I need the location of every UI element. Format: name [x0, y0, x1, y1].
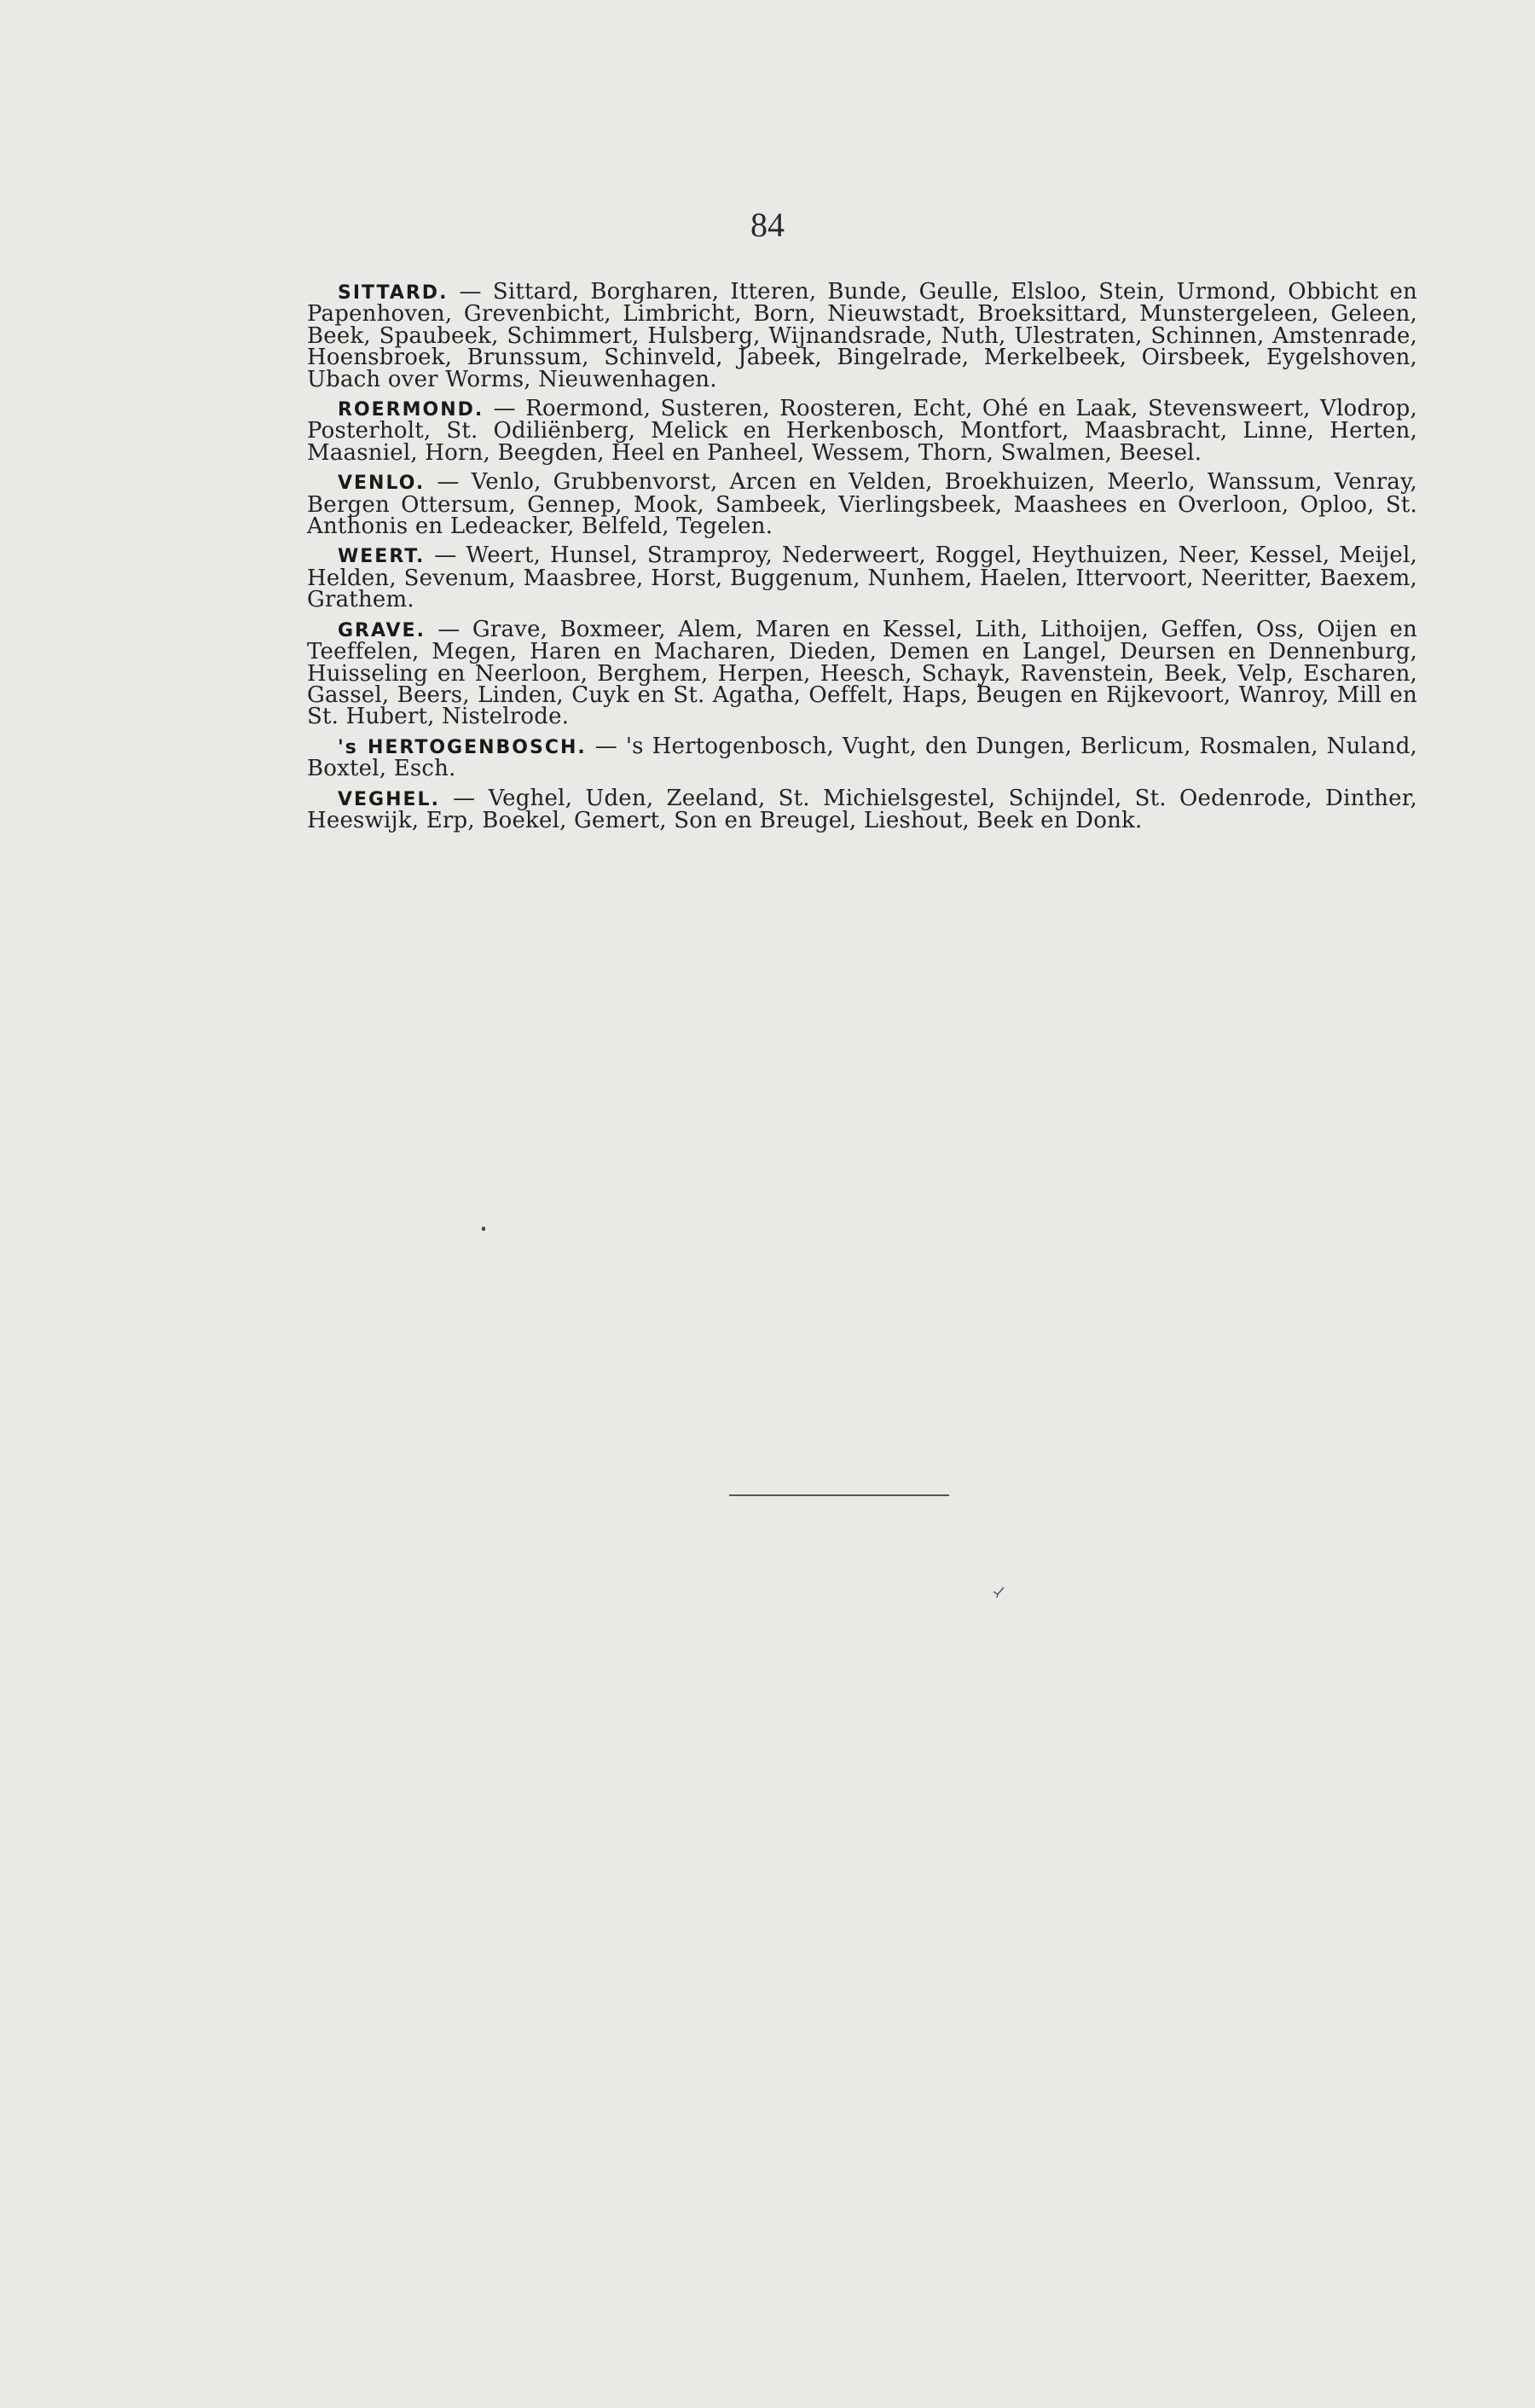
dash-separator: — [425, 616, 472, 642]
district-municipalities: Grave, Boxmeer, Alem, Maren en Kessel, Lith, Lithoijen, Geffen, Oss, Oijen en Teeffelen, Megen, Haren en Macharen, Dieden, Demen en Langel, Deursen en Dennenburg, Huisseling en Neerloon, Berghem, Herpen, Heesch, Schayk, Ravenstein, Beek, Velp, Escharen, Gassel, Beers, Linden, Cuyk en St. Agatha, Oeffelt, Haps, Beugen en Rijkevoort, Wanroy, Mill en St. Hubert, Nistelrode. [307, 616, 1417, 730]
dash-separator: — [586, 733, 626, 759]
district-entry-roermond [307, 398, 1417, 464]
district-entry-hertogenbosch [307, 733, 1418, 782]
district-name: SITTARD. [338, 282, 449, 304]
district-name: GRAVE. [338, 619, 426, 641]
dash-separator: — [439, 785, 489, 811]
district-municipalities: Sittard, Borgharen, Itteren, Bunde, Geulle, Elsloo, Stein, Urmond, Obbicht en Papenhoven, Grevenbicht, Limbricht, Born, Nieuwstadt, Broeksittard, Munstergeleen, Geleen, Beek, Spaubeek, Schimmert, Hulsberg, Wijnandsrade, Nuth, Ulestraten, Schinnen, Amstenrade, Hoensbroek, Brunssum, Schinveld, Jabeek, Bingelrade, Merkelbeek, Oirsbeek, Eygelshoven, Ubach over Worms, Nieuwenhagen. [307, 279, 1417, 392]
section-divider-rule [729, 1494, 949, 1496]
district-name: WEERT. [338, 546, 426, 568]
dash-separator: — [425, 469, 472, 496]
dash-separator: — [448, 279, 493, 305]
dash-separator: — [425, 543, 466, 569]
district-municipalities: Venlo, Grubbenvorst, Arcen en Velden, Broekhuizen, Meerlo, Wanssum, Venray, Bergen Ottersum, Gennep, Mook, Sambeek, Vierlingsbeek, Maashees en Overloon, Oploo, St. Anthonis en Ledeacker, Belfeld, Tegelen. [307, 469, 1417, 540]
district-name: 's HERTOGENBOSCH. [338, 736, 587, 758]
district-municipalities: Weert, Hunsel, Stramproy, Nederweert, Roggel, Heythuizen, Neer, Kessel, Meijel, Helden, Sevenum, Maasbree, Horst, Buggenum, Nunhem, Haelen, Ittervoort, Neeritter, Baexem, Grathem. [307, 543, 1417, 613]
district-municipalities: Roermond, Susteren, Roosteren, Echt, Ohé en Laak, Stevensweert, Vlodrop, Posterholt, St. Odiliënberg, Melick en Herkenbosch, Montfort, Maasbracht, Linne, Herten, Maasniel, Horn, Beegden, Heel en Panheel, Wessem, Thorn, Swalmen, Beesel. [307, 396, 1417, 466]
page-number: 84 [750, 206, 785, 244]
district-name: ROERMOND. [338, 399, 484, 421]
dash-separator: — [484, 396, 526, 422]
pencil-tick-mark-icon [993, 1587, 1005, 1599]
ink-speck [482, 1227, 485, 1231]
district-list [307, 281, 1417, 839]
district-entry-veghel [307, 785, 1417, 833]
district-entry-sittard [307, 281, 1417, 391]
district-name: VENLO. [338, 473, 426, 495]
district-entry-grave [307, 616, 1417, 730]
district-municipalities: Veghel, Uden, Zeeland, St. Michielsgestel, Schijndel, St. Oedenrode, Dinther, Heeswijk, Erp, Boekel, Gemert, Son en Breugel, Lieshout, Beek en Donk. [307, 785, 1417, 833]
district-entry-venlo [307, 469, 1417, 540]
district-municipalities: 's Hertogenbosch, Vught, den Dungen, Berlicum, Rosmalen, Nuland, Boxtel, Esch. [307, 733, 1418, 782]
district-name: VEGHEL. [338, 788, 440, 810]
district-entry-weert [307, 545, 1417, 611]
